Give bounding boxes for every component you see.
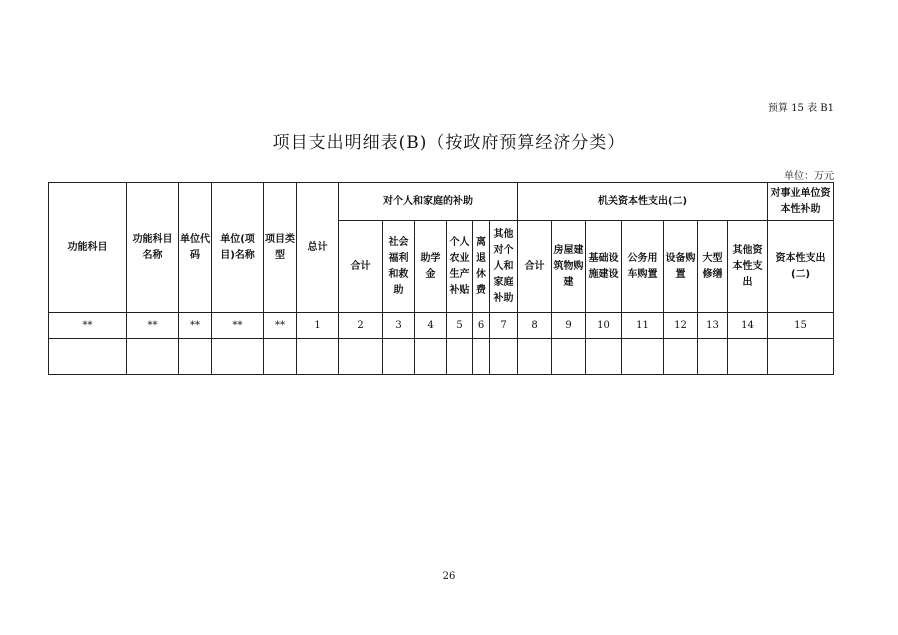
header-func-subject-name: 功能科目名称 bbox=[127, 183, 179, 313]
empty-cell bbox=[698, 339, 728, 375]
index-cell: 7 bbox=[490, 313, 518, 339]
header-p-retirement: 离退休费 bbox=[473, 221, 490, 313]
empty-cell bbox=[586, 339, 622, 375]
empty-cell bbox=[127, 339, 179, 375]
header-func-subject: 功能科目 bbox=[49, 183, 127, 313]
empty-cell bbox=[447, 339, 473, 375]
empty-cell bbox=[415, 339, 447, 375]
empty-cell bbox=[768, 339, 834, 375]
empty-cell bbox=[490, 339, 518, 375]
expenditure-table bbox=[48, 182, 834, 375]
table-id: 预算 15 表 B1 bbox=[768, 103, 834, 114]
unit-label: 单位：万元 bbox=[784, 171, 834, 182]
index-cell: 11 bbox=[622, 313, 664, 339]
index-cell: 8 bbox=[518, 313, 552, 339]
index-cell: 3 bbox=[383, 313, 415, 339]
header-a-equipment: 设备购置 bbox=[664, 221, 698, 313]
empty-cell bbox=[264, 339, 297, 375]
empty-cell bbox=[518, 339, 552, 375]
header-total: 总计 bbox=[297, 183, 339, 313]
index-cell: 5 bbox=[447, 313, 473, 339]
header-a-subtotal: 合计 bbox=[518, 221, 552, 313]
empty-cell bbox=[212, 339, 264, 375]
index-cell: 13 bbox=[698, 313, 728, 339]
page-title: 项目支出明细表(B)（按政府预算经济分类） bbox=[272, 133, 626, 153]
index-cell: 6 bbox=[473, 313, 490, 339]
index-cell: 14 bbox=[728, 313, 768, 339]
index-cell: 15 bbox=[768, 313, 834, 339]
page-number: 26 bbox=[442, 571, 456, 582]
empty-cell bbox=[339, 339, 383, 375]
header-a-repairs: 大型修缮 bbox=[698, 221, 728, 313]
header-group-agency-capital: 机关资本性支出(二) bbox=[518, 183, 768, 221]
index-cell: 10 bbox=[586, 313, 622, 339]
table-row-index bbox=[49, 313, 834, 339]
index-cell: ** bbox=[264, 313, 297, 339]
index-cell: 4 bbox=[415, 313, 447, 339]
header-p-subtotal: 合计 bbox=[339, 221, 383, 313]
header-p-other: 其他对个人和家庭补助 bbox=[490, 221, 518, 313]
empty-cell bbox=[728, 339, 768, 375]
header-p-farm-subsidy: 个人农业生产补贴 bbox=[447, 221, 473, 313]
header-e-capital2: 资本性支出(二) bbox=[768, 221, 834, 313]
empty-cell bbox=[383, 339, 415, 375]
index-cell: ** bbox=[212, 313, 264, 339]
header-a-other-capital: 其他资本性支出 bbox=[728, 221, 768, 313]
table-row-empty bbox=[49, 339, 834, 375]
header-a-housing: 房屋建筑物购建 bbox=[552, 221, 586, 313]
index-cell: ** bbox=[179, 313, 212, 339]
index-cell: ** bbox=[127, 313, 179, 339]
empty-cell bbox=[622, 339, 664, 375]
header-a-vehicles: 公务用车购置 bbox=[622, 221, 664, 313]
header-group-enterprise-capital: 对事业单位资本性补助 bbox=[768, 183, 834, 221]
index-cell: ** bbox=[49, 313, 127, 339]
header-unit-code: 单位代码 bbox=[179, 183, 212, 313]
index-cell: 12 bbox=[664, 313, 698, 339]
header-p-social-welfare: 社会福利和救助 bbox=[383, 221, 415, 313]
header-group-personal: 对个人和家庭的补助 bbox=[339, 183, 518, 221]
index-cell: 9 bbox=[552, 313, 586, 339]
header-row-1 bbox=[49, 183, 834, 221]
header-a-infrastructure: 基础设施建设 bbox=[586, 221, 622, 313]
index-cell: 1 bbox=[297, 313, 339, 339]
empty-cell bbox=[664, 339, 698, 375]
empty-cell bbox=[179, 339, 212, 375]
index-cell: 2 bbox=[339, 313, 383, 339]
empty-cell bbox=[552, 339, 586, 375]
empty-cell bbox=[473, 339, 490, 375]
empty-cell bbox=[49, 339, 127, 375]
empty-cell bbox=[297, 339, 339, 375]
header-unit-project-name: 单位(项目)名称 bbox=[212, 183, 264, 313]
header-project-type: 项目类型 bbox=[264, 183, 297, 313]
header-p-student-aid: 助学金 bbox=[415, 221, 447, 313]
